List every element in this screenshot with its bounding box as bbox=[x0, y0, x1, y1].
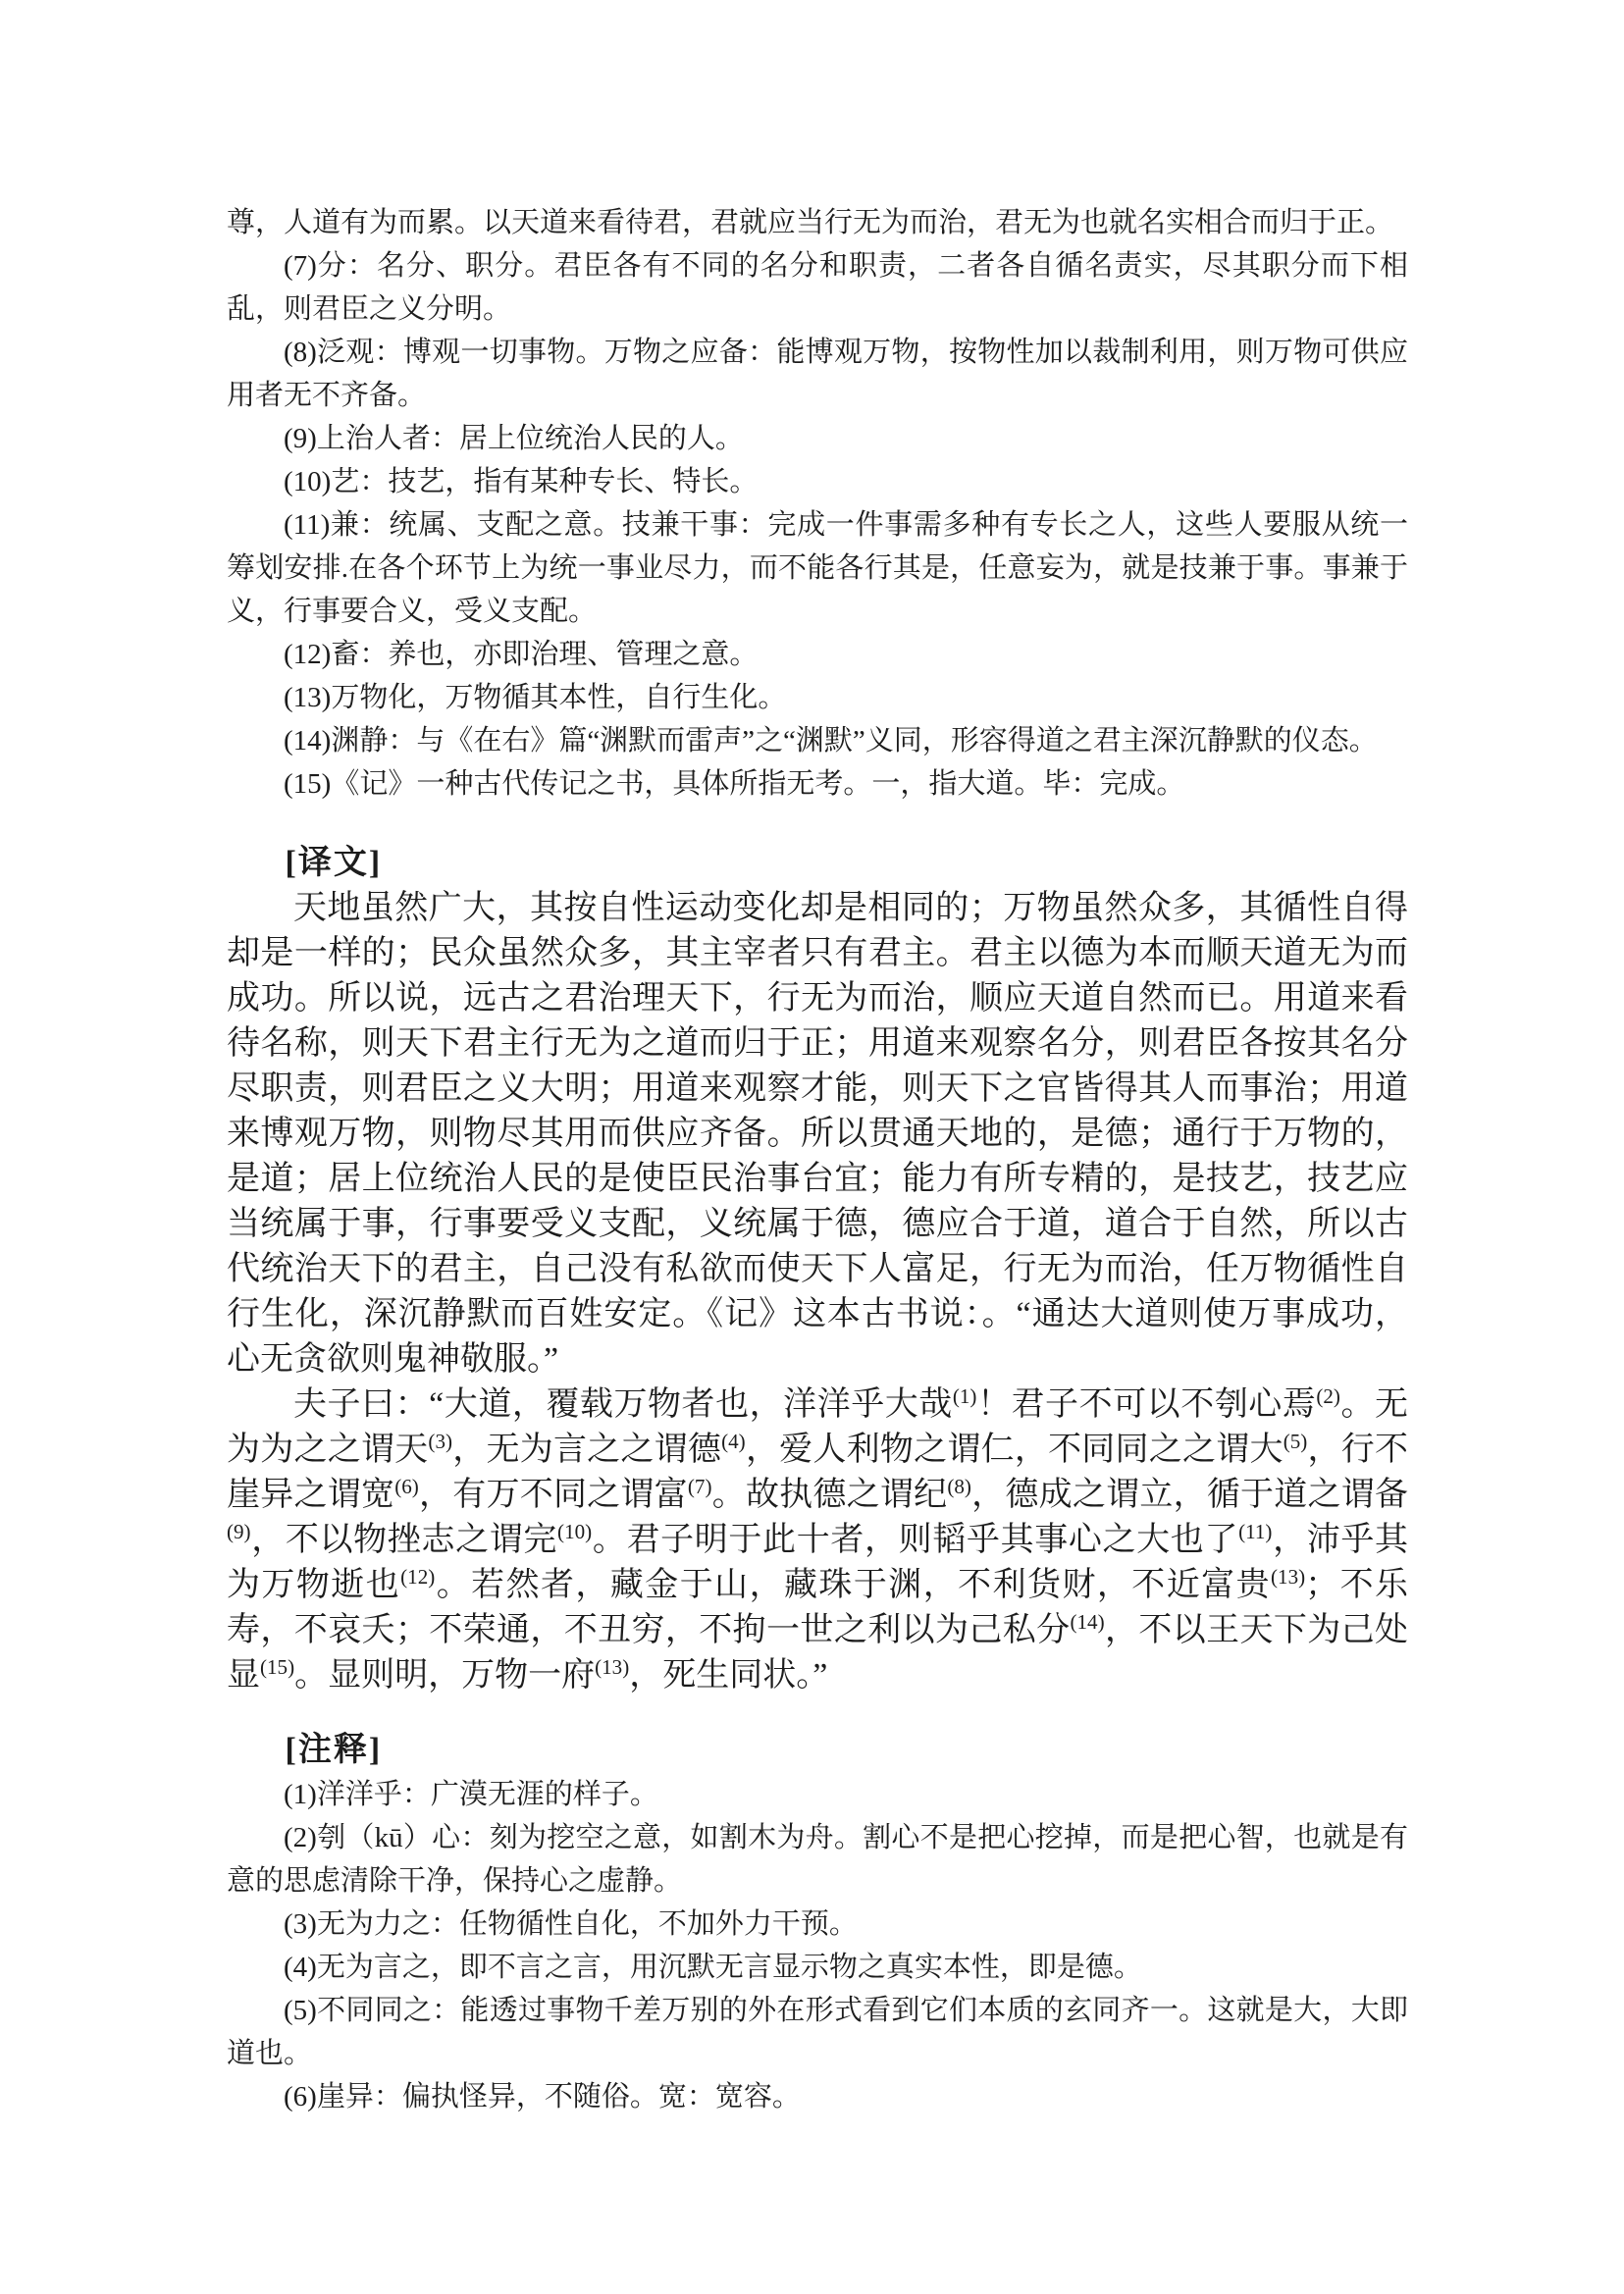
note-item-10: (10)艺：技艺，指有某种专长、特长。 bbox=[284, 466, 759, 497]
translation-paragraph-2: 夫子曰：“大道，覆载万物者也，洋洋乎大哉$^{(1)}$！君子不可以不刳心焉$^{(2)}$。无为为之之谓天$^{(3)}$，无为言之之谓德$^{(4)}$，爱人利物之谓仁，不同同之之谓大$^{(5)}$，行不崖异之谓宽$^{(6)}$，有万不同之谓富$^{(7)}$。故执德之谓纪$^{(8)}$，德成之谓立，循于道之谓备$^{(9)}$，不以物挫志之谓完$^{(10)}$。君子明于此十者，则韬乎其事心之大也了$^{(11)}$，沛乎其为万物逝也$^{(12)}$。若然者，藏金于山，藏珠于渊，不利货财，不近富贵$^{(13)}$；不乐寿，不哀夭；不荣通，不丑穷，不拘一世之利以为己私分$^{(14)}$，不以王天下为己处显$^{(15)}$。显则明，万物一府$^{(13)}$，死生同状。” bbox=[227, 1384, 1409, 1694]
section-heading-notes: [注释] bbox=[285, 1732, 383, 1768]
section-heading-translation: [译文] bbox=[285, 845, 383, 881]
note-item-2: (2)刳（kū）心：刻为挖空之意，如割木为舟。割心不是把心挖掉，而是把心智，也就是有意的思虑清除干净，保持心之虚静。 bbox=[227, 1822, 1408, 1897]
note-item-13: (13)万物化，万物循其本性，自行生化。 bbox=[284, 682, 787, 713]
page-content bbox=[227, 201, 1408, 2118]
note-item-6: (6)崖异：偏执怪异，不随俗。宽：宽容。 bbox=[284, 2081, 801, 2112]
note-item-3: (3)无为力之：任物循性自化，不加外力干预。 bbox=[284, 1908, 858, 1940]
note-item-9: (9)上治人者：居上位统治人民的人。 bbox=[284, 423, 744, 454]
note-item-15: (15)《记》一种古代传记之书，具体所指无考。一，指大道。毕：完成。 bbox=[284, 768, 1185, 800]
translation-paragraph-1: 天地虽然广大，其按自性运动变化却是相同的；万物虽然众多，其循性自得却是一样的；民众虽然众多，其主宰者只有君主。君主以德为本而顺天道无为而成功。所以说，远古之君治理天下，行无为而治，顺应天道自然而已。用道来看待名称，则天下君主行无为之道而归于正；用道来观察名分，则君臣各按其名分尽职责，则君臣之义大明；用道来观察才能，则天下之官皆得其人而事治；用道来博观万物，则物尽其用而供应齐备。所以贯通天地的，是德；通行于万物的，是道；居上位统治人民的是使臣民治事台宜；能力有所专精的，是技艺，技艺应当统属于事，行事要受义支配，义统属于德，德应合于道，道合于自然，所以古代统治天下的君主，自己没有私欲而使天下人富足，行无为而治，任万物循性自行生化，深沉静默而百姓安定。《记》这本古书说：。“通达大道则使万事成功，心无贪欲则鬼神敬服。” bbox=[227, 890, 1408, 1378]
note-item-12: (12)畜：养也，亦即治理、管理之意。 bbox=[284, 639, 759, 670]
note-item-14: (14)渊静：与《在右》篇“渊默而雷声”之“渊默”义同，形容得道之君主深沉静默的仪态。 bbox=[284, 725, 1378, 756]
note-item-11: (11)兼：统属、支配之意。技兼干事：完成一件事需多种有专长之人，这些人要服从统一筹划安排.在各个环节上为统一事业尽力，而不能各行其是，任意妄为，就是技兼于事。事兼于义，行事要合义，受义支配。 bbox=[227, 509, 1408, 627]
note-item-8: (8)泛观：博观一切事物。万物之应备：能博观万物，按物性加以裁制利用，则万物可供应用者无不齐备。 bbox=[227, 337, 1408, 411]
note-continuation: 尊，人道有为而累。以天道来看待君，君就应当行无为而治，君无为也就名实相合而归于正。 bbox=[227, 207, 1394, 238]
note-item-4: (4)无为言之，即不言之言，用沉默无言显示物之真实本性，即是德。 bbox=[284, 1952, 1142, 1983]
note-item-1: (1)洋洋乎：广漠无涯的样子。 bbox=[284, 1779, 658, 1810]
note-item-7: (7)分：名分、职分。君臣各有不同的名分和职责，二者各自循名责实，尽其职分而下相乱，则君臣之义分明。 bbox=[227, 250, 1408, 325]
note-item-5: (5)不同同之：能透过事物千差万别的外在形式看到它们本质的玄同齐一。这就是大，大即道也。 bbox=[227, 1995, 1408, 2069]
